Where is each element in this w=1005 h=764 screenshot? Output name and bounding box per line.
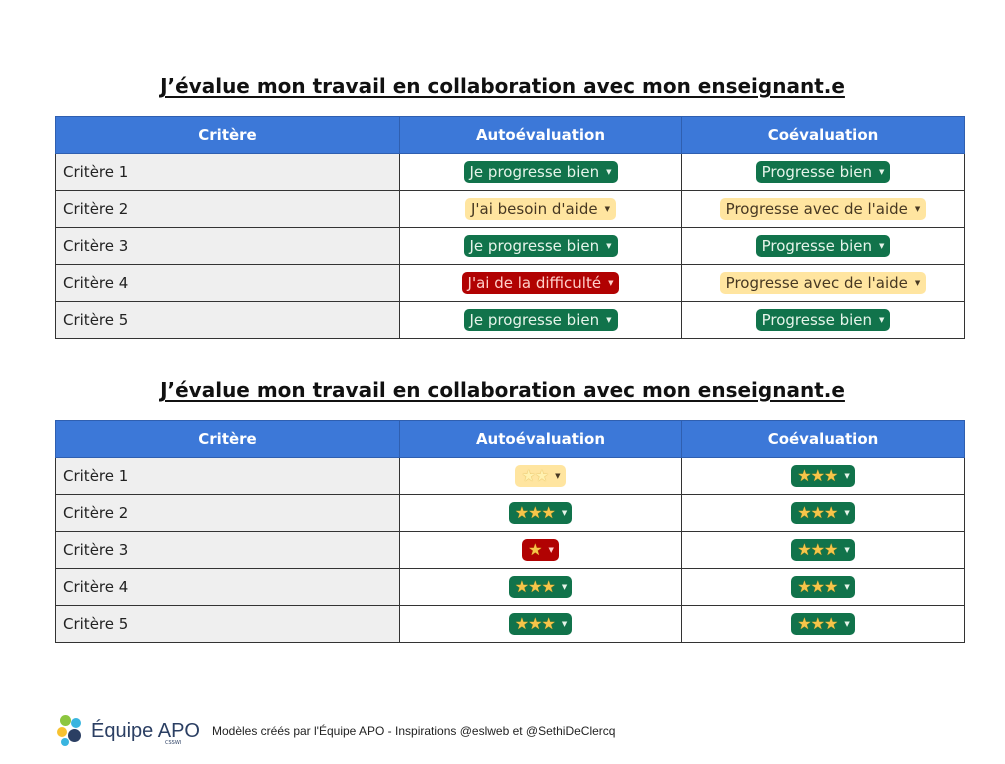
critere-label: Critère 1 (56, 458, 400, 495)
autoevaluation-cell (400, 228, 682, 265)
chevron-down-icon: ▼ (561, 583, 567, 591)
chevron-down-icon: ▼ (606, 316, 612, 324)
chevron-down-icon: ▼ (844, 620, 849, 628)
table-row (56, 606, 965, 643)
autoevaluation-dropdown-label: Je progresse bien (469, 311, 600, 329)
star-icon: ★ (810, 466, 824, 485)
star-icon: ★ (823, 614, 838, 633)
star-icon: ★ (823, 540, 838, 559)
coevaluation-dropdown[interactable] (756, 161, 891, 183)
star-icon: ★ (528, 540, 542, 559)
star-icon: ★ (541, 503, 555, 522)
logo-icon (57, 715, 89, 747)
star-icon: ★ (528, 503, 542, 522)
star-icon: ★ (541, 614, 555, 633)
chevron-down-icon: ▼ (561, 620, 567, 628)
star-icon: ★ (528, 614, 542, 633)
coevaluation-star-dropdown[interactable] (791, 502, 854, 524)
star-icon: ★ (810, 503, 824, 522)
autoevaluation-dropdown-label: J'ai de la difficulté (467, 274, 602, 292)
coevaluation-dropdown-label: Progresse bien (761, 163, 873, 181)
chevron-down-icon: ▼ (844, 583, 849, 591)
autoevaluation-dropdown-label: J'ai besoin d'aide (470, 200, 598, 218)
critere-label: Critère 4 (56, 265, 400, 302)
table-row (56, 154, 965, 191)
chevron-down-icon: ▼ (844, 472, 849, 480)
chevron-down-icon: ▼ (548, 546, 553, 554)
header-coevaluation: Coévaluation (682, 421, 965, 458)
autoevaluation-dropdown[interactable] (464, 235, 618, 257)
star-icon: ★ (823, 466, 838, 485)
table-row (56, 532, 965, 569)
chevron-down-icon: ▼ (844, 546, 849, 554)
chevron-down-icon: ▼ (879, 242, 885, 250)
header-critere: Critère (56, 117, 400, 154)
coevaluation-star-dropdown[interactable] (791, 465, 854, 487)
page-title: J’évalue mon travail en collaboration avec mon enseignant.e (160, 74, 845, 98)
critere-label: Critère 3 (56, 532, 400, 569)
autoevaluation-dropdown-label: Je progresse bien (469, 237, 600, 255)
autoevaluation-dropdown[interactable] (465, 198, 616, 220)
coevaluation-dropdown[interactable] (720, 272, 927, 294)
autoevaluation-star-dropdown[interactable] (509, 613, 572, 635)
chevron-down-icon: ▼ (606, 242, 612, 250)
autoevaluation-cell (400, 606, 682, 643)
coevaluation-star-dropdown[interactable] (791, 539, 854, 561)
autoevaluation-cell (400, 495, 682, 532)
table-row (56, 495, 965, 532)
chevron-down-icon: ▼ (879, 168, 885, 176)
autoevaluation-cell (400, 302, 682, 339)
coevaluation-cell (682, 532, 965, 569)
table-row (56, 191, 965, 228)
coevaluation-cell (682, 569, 965, 606)
autoevaluation-cell (400, 458, 682, 495)
star-icon: ★ (797, 466, 811, 485)
chevron-down-icon: ▼ (606, 168, 612, 176)
table-row (56, 569, 965, 606)
star-icon: ★ (797, 503, 811, 522)
star-icon: ★ (810, 614, 824, 633)
star-icon: ★ (823, 577, 838, 596)
coevaluation-cell (682, 265, 965, 302)
chevron-down-icon: ▼ (608, 279, 614, 287)
coevaluation-dropdown[interactable] (756, 309, 891, 331)
coevaluation-dropdown-label: Progresse avec de l'aide (725, 274, 908, 292)
critere-label: Critère 4 (56, 569, 400, 606)
critere-label: Critère 3 (56, 228, 400, 265)
autoevaluation-star-dropdown[interactable] (522, 539, 559, 561)
chevron-down-icon: ▼ (844, 509, 849, 517)
star-icon: ★ (541, 577, 555, 596)
autoevaluation-star-dropdown[interactable] (509, 576, 572, 598)
star-icon: ★ (514, 577, 529, 596)
table-row (56, 265, 965, 302)
autoevaluation-cell (400, 265, 682, 302)
coevaluation-cell (682, 191, 965, 228)
credit-text: Modèles créés par l'Équipe APO - Inspirations @eslweb et @SethiDeClercq (211, 724, 616, 738)
evaluation-table-text (55, 116, 965, 339)
chevron-down-icon: ▼ (561, 509, 567, 517)
coevaluation-dropdown-label: Progresse avec de l'aide (725, 200, 908, 218)
star-icon: ★ (797, 540, 811, 559)
coevaluation-dropdown[interactable] (720, 198, 927, 220)
header-coevaluation: Coévaluation (682, 117, 965, 154)
star-icon: ★ (534, 466, 549, 485)
star-icon: ★ (514, 503, 529, 522)
table-row (56, 458, 965, 495)
autoevaluation-cell (400, 569, 682, 606)
header-critere: Critère (56, 421, 400, 458)
critere-label: Critère 2 (56, 191, 400, 228)
autoevaluation-cell (400, 154, 682, 191)
star-icon: ★ (810, 577, 824, 596)
chevron-down-icon: ▼ (555, 472, 560, 480)
chevron-down-icon: ▼ (914, 205, 921, 213)
critere-label: Critère 5 (56, 302, 400, 339)
chevron-down-icon: ▼ (604, 205, 610, 213)
logo-text: Équipe APO (91, 719, 200, 742)
header-autoevaluation: Autoévaluation (400, 117, 682, 154)
critere-label: Critère 1 (56, 154, 400, 191)
coevaluation-cell (682, 495, 965, 532)
critere-label: Critère 5 (56, 606, 400, 643)
table-row (56, 228, 965, 265)
star-icon: ★ (810, 540, 824, 559)
autoevaluation-cell (400, 191, 682, 228)
coevaluation-cell (682, 302, 965, 339)
evaluation-table-stars (55, 420, 965, 643)
autoevaluation-star-dropdown[interactable] (509, 502, 572, 524)
coevaluation-dropdown-label: Progresse bien (761, 237, 873, 255)
star-icon: ★ (823, 503, 838, 522)
coevaluation-cell (682, 154, 965, 191)
autoevaluation-dropdown-label: Je progresse bien (469, 163, 600, 181)
table-row (56, 302, 965, 339)
star-icon: ★ (521, 466, 535, 485)
critere-label: Critère 2 (56, 495, 400, 532)
autoevaluation-cell (400, 532, 682, 569)
coevaluation-cell (682, 228, 965, 265)
chevron-down-icon: ▼ (879, 316, 885, 324)
autoevaluation-dropdown[interactable] (462, 272, 620, 294)
coevaluation-dropdown[interactable] (756, 235, 891, 257)
page-title-2: J’évalue mon travail en collaboration avec mon enseignant.e (160, 378, 845, 402)
star-icon: ★ (797, 614, 811, 633)
coevaluation-cell (682, 458, 965, 495)
coevaluation-dropdown-label: Progresse bien (761, 311, 873, 329)
autoevaluation-star-dropdown[interactable] (515, 465, 565, 487)
star-icon: ★ (797, 577, 811, 596)
chevron-down-icon: ▼ (914, 279, 921, 287)
autoevaluation-dropdown[interactable] (464, 161, 618, 183)
coevaluation-star-dropdown[interactable] (791, 613, 854, 635)
coevaluation-star-dropdown[interactable] (791, 576, 854, 598)
footer (57, 714, 615, 748)
logo-subtext: CSSWI (165, 740, 182, 746)
autoevaluation-dropdown[interactable] (464, 309, 618, 331)
coevaluation-cell (682, 606, 965, 643)
star-icon: ★ (528, 577, 542, 596)
star-icon: ★ (514, 614, 529, 633)
header-autoevaluation: Autoévaluation (400, 421, 682, 458)
